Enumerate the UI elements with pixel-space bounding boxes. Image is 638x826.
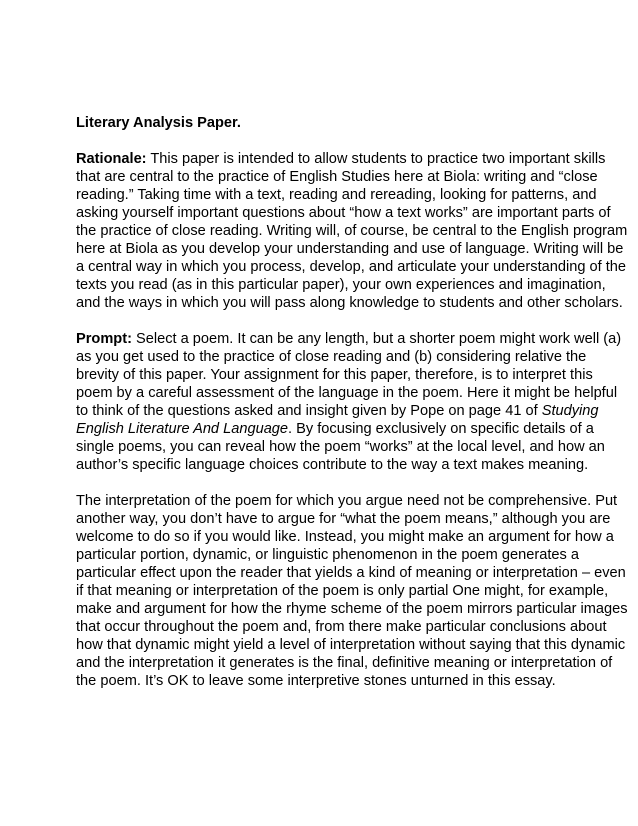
document-body (76, 114, 632, 690)
document-title: Literary Analysis Paper. (76, 115, 241, 131)
prompt-paragraph (76, 330, 632, 474)
prompt-text-before: Select a poem. It can be any length, but a shorter poem might work well (a) as you get used to the practice of close reading and (b) considering relative the brevity of this paper. Your assignment for this paper, therefore, is to interpret this poem by a careful assessment of the language in the poem. Here it might be helpful to think of the questions asked and insight given by Pope on page 41 of (76, 331, 622, 419)
prompt-text-after: . By focusing exclusively on specific details of a single poems, you can reveal how the poem “works” at the local level, and how an author’s specific language choices contribute to the way a text makes meaning. (76, 421, 605, 473)
rationale-paragraph (76, 150, 632, 312)
rationale-label: Rationale: (76, 151, 147, 167)
prompt-label: Prompt: (76, 331, 132, 347)
interpretation-paragraph: The interpretation of the poem for which you argue need not be comprehensive. Put another way, you don’t have to argue for “what the poem means,” although you are welcome to do so if you would like. Instead, you might make an argument for how a particular portion, dynamic, or linguistic phenomenon in the poem generates a particular effect upon the reader that yields a kind of meaning or interpretation – even if that meaning or interpretation of the poem is only partial One might, for example, make and argument for how the rhyme scheme of the poem mirrors particular images that occur throughout the poem and, from there make particular conclusions about how that dynamic might yield a level of interpretation without saying that this dynamic and the interpretation it generates is the final, definitive meaning or interpretation of the poem. It’s OK to leave some interpretive stones unturned in this essay. (76, 493, 628, 689)
book-title: Studying English Literature And Language (76, 403, 599, 437)
rationale-text: This paper is intended to allow students to practice two important skills that are central to the practice of English Studies here at Biola: writing and “close reading.” Taking time with a text, reading and rereading, looking for patterns, and asking yourself important questions about “how a text works” are important parts of the practice of close reading. Writing will, of course, be central to the English program here at Biola as you develop your understanding and use of language. Writing will be a central way in which you process, develop, and articulate your understanding of the texts you read (as in this particular paper), your own experiences and imagination, and the ways in which you will pass along knowledge to students and other scholars. (76, 151, 628, 311)
